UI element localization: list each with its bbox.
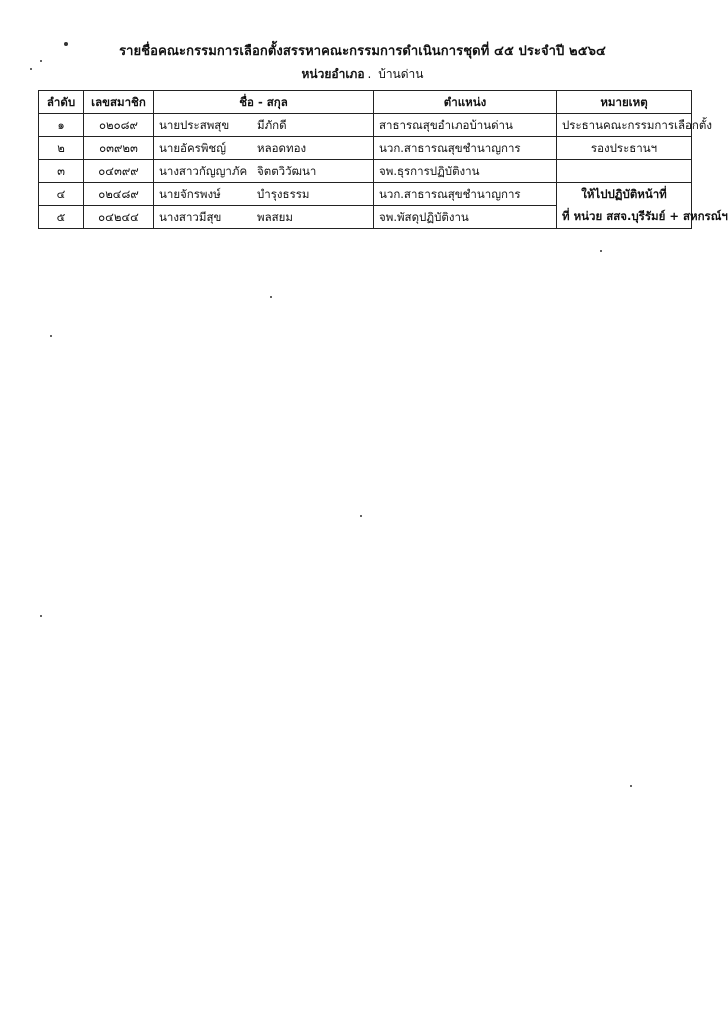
header-name: ชื่อ - สกุล bbox=[154, 91, 374, 114]
scan-speck bbox=[40, 60, 42, 62]
row-no: ๓ bbox=[39, 160, 84, 183]
last-name: จิตตวิวัฒนา bbox=[257, 163, 317, 178]
row-no: ๑ bbox=[39, 114, 84, 137]
last-name: บำรุงธรรม bbox=[257, 186, 310, 201]
unit-value: บ้านด่าน bbox=[378, 67, 424, 81]
table-row bbox=[39, 160, 692, 183]
table-row bbox=[39, 114, 692, 137]
row-no: ๒ bbox=[39, 137, 84, 160]
first-name: นางสาวกัญญาภัค bbox=[159, 163, 248, 178]
table-row bbox=[39, 137, 692, 160]
document-title: รายชื่อคณะกรรมการเลือกตั้งสรรหาคณะกรรมการดำเนินการชุดที่ ๔๕ ประจำปี ๒๕๖๔ bbox=[119, 44, 606, 59]
row-no: ๔ bbox=[39, 183, 84, 206]
shared-note-line2: ที่ หน่วย สสจ.บุรีรัมย์ + สหกรณ์ฯ bbox=[557, 206, 692, 229]
table-header-row bbox=[39, 91, 692, 114]
scan-speck bbox=[50, 335, 52, 337]
header-position: ตำแหน่ง bbox=[374, 91, 557, 114]
row-position: จพ.ธุรการปฏิบัติงาน bbox=[374, 160, 557, 183]
scan-speck bbox=[600, 250, 602, 252]
document-subtitle: หน่วยอำเภอ . บ้านด่าน bbox=[301, 67, 424, 81]
scan-speck bbox=[40, 615, 42, 617]
header-note: หมายเหตุ bbox=[557, 91, 692, 114]
first-name: นางสาวมีสุข bbox=[159, 209, 222, 224]
last-name: มีภักดี bbox=[257, 117, 287, 132]
row-note bbox=[557, 160, 692, 183]
shared-note-line1: ให้ไปปฏิบัติหน้าที่ bbox=[557, 183, 692, 206]
scan-speck bbox=[630, 785, 632, 787]
scan-speck bbox=[270, 296, 272, 298]
row-member-id: ๐๔๒๔๔ bbox=[84, 206, 154, 229]
row-position: นวก.สาธารณสุขชำนาญการ bbox=[374, 183, 557, 206]
row-position: นวก.สาธารณสุขชำนาญการ bbox=[374, 137, 557, 160]
row-member-id: ๐๓๙๒๓ bbox=[84, 137, 154, 160]
scan-speck bbox=[360, 515, 362, 517]
row-member-id: ๐๒๔๘๙ bbox=[84, 183, 154, 206]
unit-label: หน่วยอำเภอ bbox=[301, 67, 365, 81]
last-name: พลสยม bbox=[257, 209, 293, 224]
scan-speck bbox=[64, 42, 68, 46]
row-member-id: ๐๒๐๘๙ bbox=[84, 114, 154, 137]
row-position: สาธารณสุขอำเภอบ้านด่าน bbox=[374, 114, 557, 137]
row-position: จพ.พัสดุปฏิบัติงาน bbox=[374, 206, 557, 229]
row-name bbox=[154, 137, 374, 160]
scan-speck bbox=[30, 68, 32, 70]
first-name: นายประสพสุข bbox=[159, 117, 230, 132]
header-member-id: เลขสมาชิก bbox=[84, 91, 154, 114]
first-name: นายอัครพิชญ์ bbox=[159, 140, 227, 155]
row-note: รองประธานฯ bbox=[557, 137, 692, 160]
first-name: นายจักรพงษ์ bbox=[159, 186, 221, 201]
committee-table bbox=[38, 90, 728, 229]
row-name bbox=[154, 160, 374, 183]
row-name bbox=[154, 206, 374, 229]
row-note: ประธานคณะกรรมการเลือกตั้ง bbox=[557, 114, 692, 137]
row-member-id: ๐๔๓๙๙ bbox=[84, 160, 154, 183]
row-no: ๕ bbox=[39, 206, 84, 229]
row-name bbox=[154, 114, 374, 137]
table-row bbox=[39, 183, 692, 206]
header-no: ลำดับ bbox=[39, 91, 84, 114]
last-name: หลอดทอง bbox=[257, 140, 307, 155]
table-row bbox=[39, 206, 692, 229]
row-name bbox=[154, 183, 374, 206]
